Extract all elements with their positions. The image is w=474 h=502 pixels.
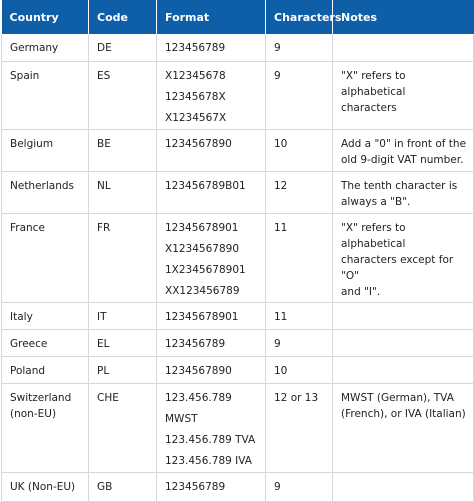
cell-country [2, 329, 89, 356]
format-line: 12345678901 [165, 310, 239, 323]
country-line: Poland [10, 364, 46, 377]
cell-format [157, 61, 266, 129]
country-line: UK (Non-EU) [10, 480, 76, 493]
cell-notes [333, 171, 474, 213]
cell-characters: 9 [266, 34, 333, 61]
country-line: Spain [10, 69, 40, 82]
notes-line: (French), or IVA (Italian) [341, 407, 466, 420]
cell-notes [333, 472, 474, 501]
country-line: Greece [10, 337, 48, 350]
cell-format [157, 129, 266, 171]
country-line: Switzerland [10, 391, 72, 404]
cell-code: NL [89, 171, 157, 213]
format-line: XX123456789 [165, 284, 240, 297]
cell-format [157, 171, 266, 213]
cell-code: FR [89, 213, 157, 302]
country-line: Italy [10, 310, 33, 323]
cell-characters: 9 [266, 61, 333, 129]
notes-line: old 9-digit VAT number. [341, 153, 464, 166]
country-line: Belgium [10, 137, 54, 150]
cell-notes [333, 61, 474, 129]
format-line: 1234567890 [165, 137, 232, 150]
cell-notes [333, 213, 474, 302]
cell-country [2, 171, 89, 213]
cell-format [157, 329, 266, 356]
country-line: (non-EU) [10, 407, 57, 420]
cell-country [2, 356, 89, 383]
table-row [2, 213, 474, 302]
table-row [2, 302, 474, 329]
cell-country [2, 472, 89, 501]
cell-format [157, 472, 266, 501]
format-line: 123456789 [165, 480, 226, 493]
format-line: 123.456.789 IVA [165, 454, 252, 467]
notes-line: always a "B". [341, 195, 411, 208]
vat-format-table [1, 0, 474, 502]
notes-line: Add a "0" in front of the [341, 137, 467, 150]
cell-characters: 10 [266, 356, 333, 383]
cell-code: ES [89, 61, 157, 129]
cell-characters: 11 [266, 213, 333, 302]
format-line: X1234567890 [165, 242, 239, 255]
cell-format [157, 213, 266, 302]
country-line: Germany [10, 42, 59, 54]
format-line: X12345678 [165, 69, 226, 82]
notes-line: "X" refers to alphabetical [341, 221, 406, 250]
cell-country [2, 61, 89, 129]
cell-code: IT [89, 302, 157, 329]
table-row [2, 34, 474, 61]
cell-format [157, 34, 266, 61]
country-line: Netherlands [10, 179, 75, 192]
cell-characters: 9 [266, 329, 333, 356]
cell-code: PL [89, 356, 157, 383]
cell-notes [333, 383, 474, 472]
header-row [2, 0, 474, 34]
cell-code: EL [89, 329, 157, 356]
format-line: 123.456.789 TVA [165, 433, 256, 446]
header-country: Country [2, 0, 89, 34]
format-line: X1234567X [165, 111, 227, 124]
notes-line: "X" refers to alphabetical [341, 69, 406, 98]
cell-notes [333, 129, 474, 171]
cell-characters: 11 [266, 302, 333, 329]
cell-notes [333, 34, 474, 61]
country-line: France [10, 221, 45, 234]
table-row [2, 171, 474, 213]
format-line: 12345678901 [165, 221, 239, 234]
cell-format [157, 302, 266, 329]
notes-line: The tenth character is [341, 179, 458, 192]
notes-line: characters except for "O" [341, 253, 454, 282]
table-row [2, 329, 474, 356]
cell-notes [333, 356, 474, 383]
table-row [2, 383, 474, 472]
cell-notes [333, 329, 474, 356]
format-line: 1234567890 [165, 364, 232, 377]
table-row [2, 356, 474, 383]
cell-code: DE [89, 34, 157, 61]
cell-country [2, 302, 89, 329]
cell-notes [333, 302, 474, 329]
cell-characters: 12 or 13 [266, 383, 333, 472]
format-line: 12345678X [165, 90, 226, 103]
header-format: Format [157, 0, 266, 34]
cell-country [2, 129, 89, 171]
table-body [2, 34, 474, 501]
notes-line: MWST (German), TVA [341, 391, 454, 404]
header-characters: Characters [266, 0, 333, 34]
cell-format [157, 356, 266, 383]
cell-code: GB [89, 472, 157, 501]
table-row [2, 61, 474, 129]
table-row [2, 472, 474, 501]
cell-country [2, 34, 89, 61]
format-line: 123456789 [165, 42, 226, 54]
format-line: 123456789 [165, 337, 226, 350]
format-line: 1X2345678901 [165, 263, 246, 276]
cell-country [2, 383, 89, 472]
cell-characters: 12 [266, 171, 333, 213]
format-line: 123.456.789 MWST [165, 391, 232, 425]
cell-code: CHE [89, 383, 157, 472]
cell-characters: 9 [266, 472, 333, 501]
cell-code: BE [89, 129, 157, 171]
format-line: 123456789B01 [165, 179, 246, 192]
notes-line: characters [341, 101, 397, 114]
header-notes: Notes [333, 0, 474, 34]
cell-characters: 10 [266, 129, 333, 171]
notes-line: and "I". [341, 285, 381, 298]
header-code: Code [89, 0, 157, 34]
cell-format [157, 383, 266, 472]
cell-country [2, 213, 89, 302]
table-row [2, 129, 474, 171]
